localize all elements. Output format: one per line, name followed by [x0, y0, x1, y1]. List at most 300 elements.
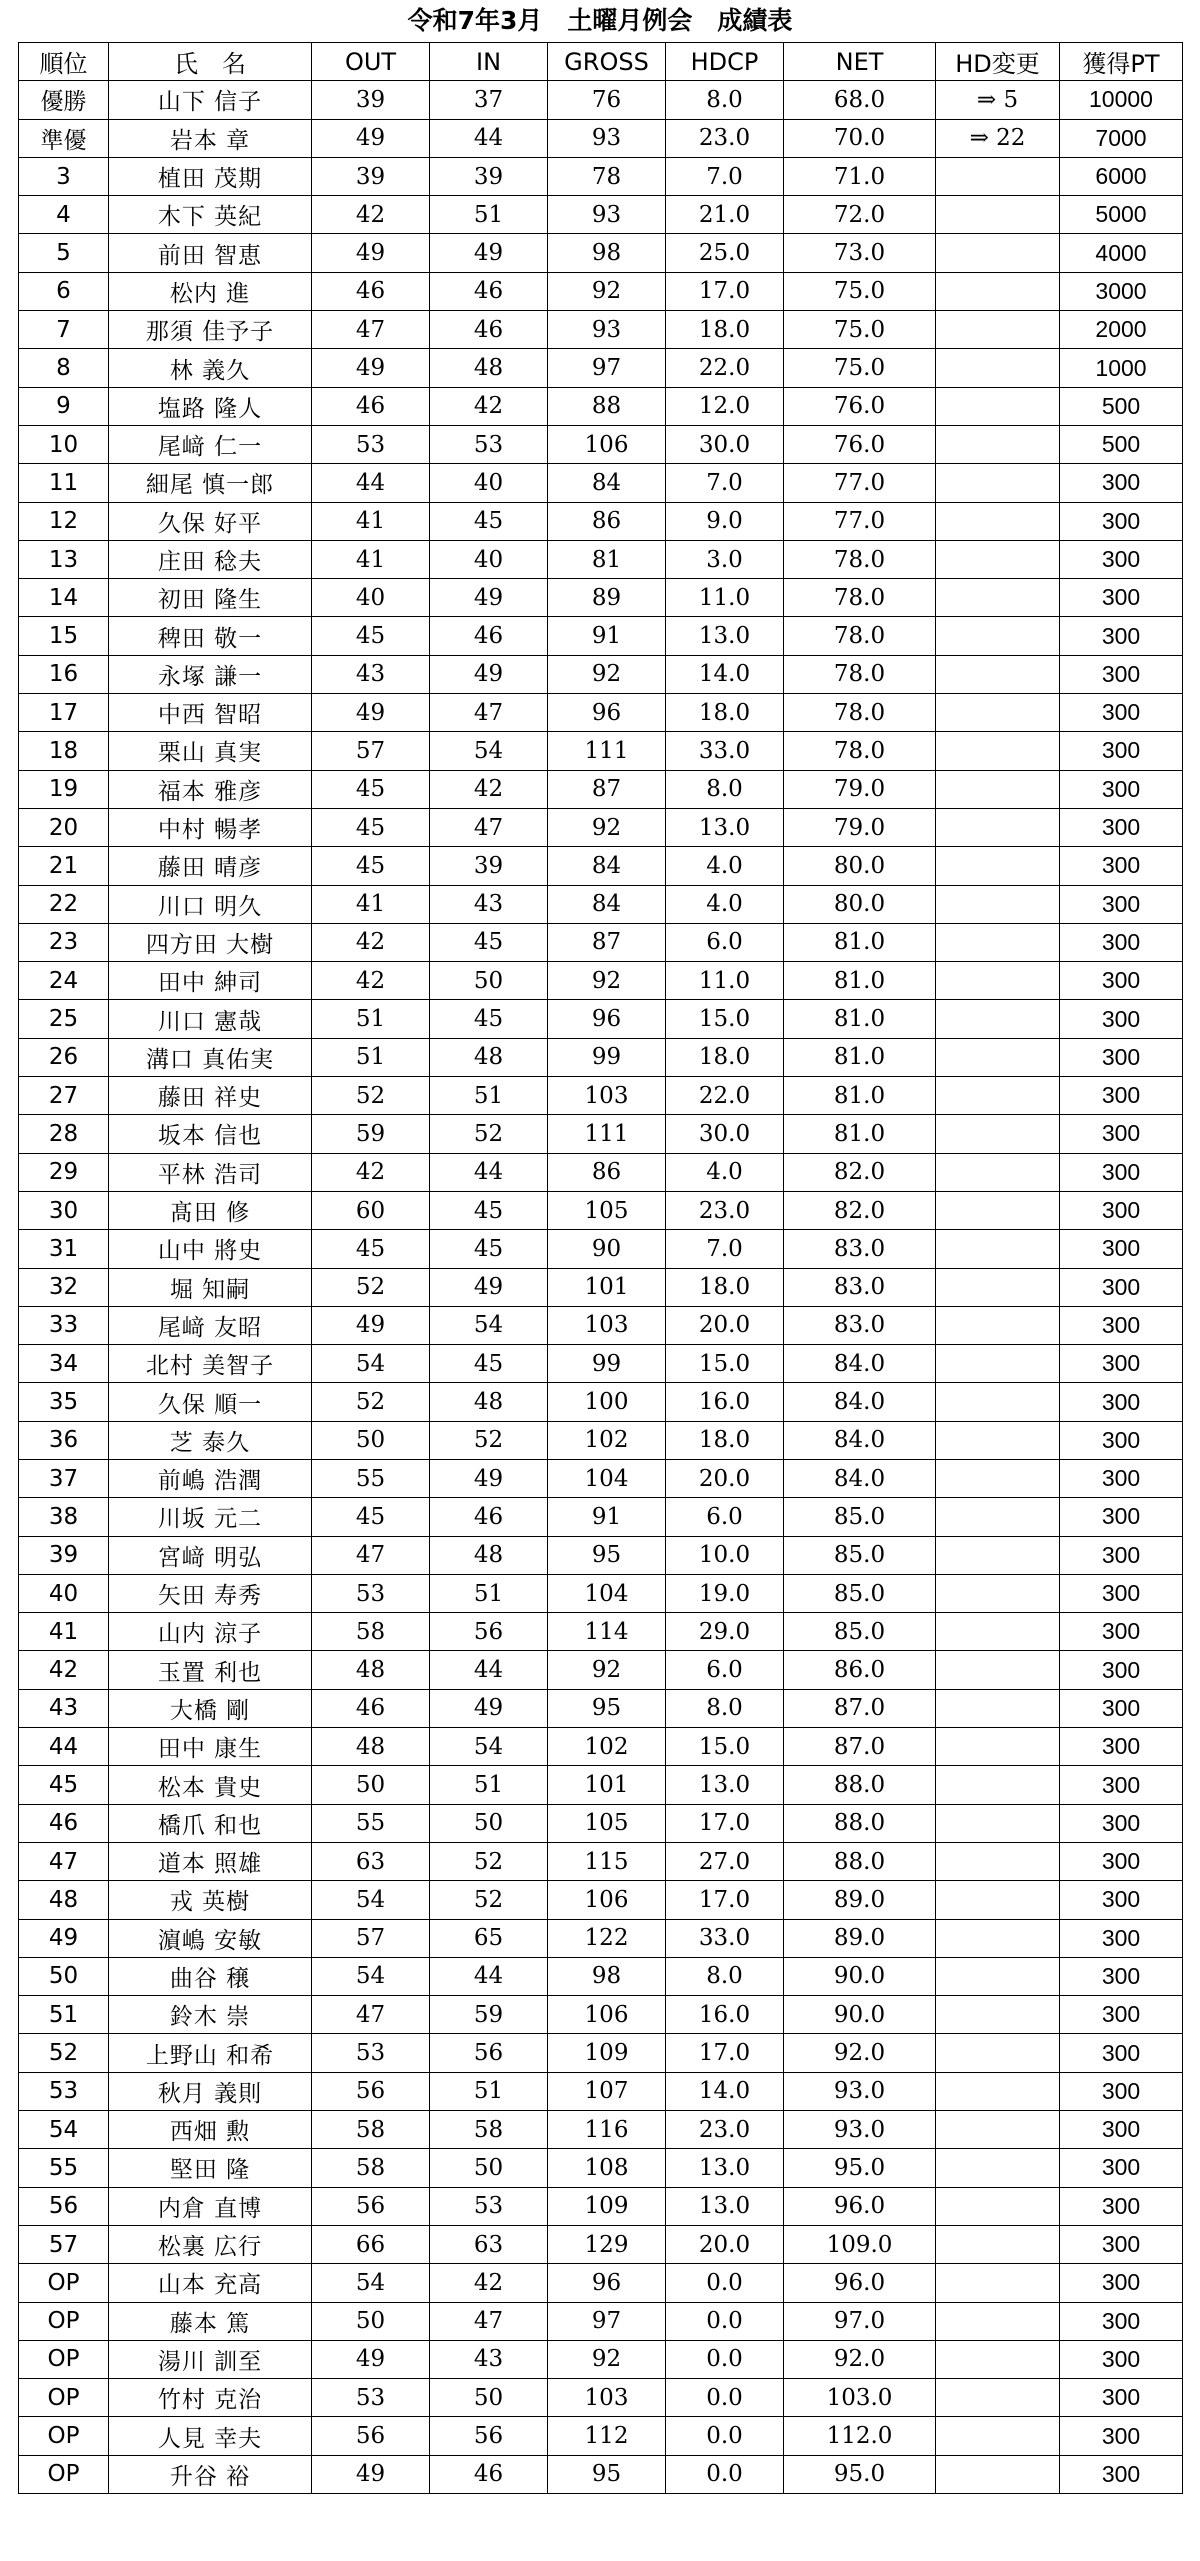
hdcp-cell: 6.0: [666, 1498, 784, 1536]
gross-cell: 115: [548, 1842, 666, 1880]
points-cell: 300: [1060, 2264, 1183, 2302]
name-cell: 堅田 隆: [109, 2149, 312, 2187]
gross-cell: 106: [548, 1881, 666, 1919]
out-cell: 48: [312, 1651, 430, 1689]
hd-change-cell: [936, 2417, 1060, 2455]
rank-cell: 27: [19, 1077, 109, 1115]
hdcp-cell: 30.0: [666, 1115, 784, 1153]
rank-cell: 29: [19, 1153, 109, 1191]
in-cell: 50: [430, 2149, 548, 2187]
points-cell: 500: [1060, 425, 1183, 463]
hdcp-cell: 17.0: [666, 272, 784, 310]
rank-cell: 28: [19, 1115, 109, 1153]
hd-change-cell: [936, 2034, 1060, 2072]
in-cell: 39: [430, 157, 548, 195]
hdcp-cell: 17.0: [666, 1881, 784, 1919]
net-cell: 84.0: [784, 1421, 936, 1459]
hd-change-cell: [936, 1383, 1060, 1421]
hdcp-cell: 18.0: [666, 311, 784, 349]
hd-change-cell: [936, 732, 1060, 770]
points-cell: 300: [1060, 732, 1183, 770]
table-row: [19, 502, 1183, 540]
hdcp-cell: 15.0: [666, 1728, 784, 1766]
rank-cell: 25: [19, 1000, 109, 1038]
hdcp-cell: 23.0: [666, 1191, 784, 1229]
points-cell: 300: [1060, 655, 1183, 693]
points-cell: 300: [1060, 1230, 1183, 1268]
hdcp-cell: 16.0: [666, 1383, 784, 1421]
hd-change-cell: [936, 2072, 1060, 2110]
points-cell: 300: [1060, 1038, 1183, 1076]
out-cell: 39: [312, 157, 430, 195]
net-cell: 89.0: [784, 1919, 936, 1957]
table-row: [19, 1536, 1183, 1574]
net-cell: 79.0: [784, 808, 936, 846]
out-cell: 40: [312, 579, 430, 617]
in-cell: 45: [430, 1000, 548, 1038]
table-row: [19, 2225, 1183, 2263]
gross-cell: 91: [548, 617, 666, 655]
name-cell: 久保 順一: [109, 1383, 312, 1421]
name-cell: 岩本 章: [109, 119, 312, 157]
points-cell: 300: [1060, 1000, 1183, 1038]
out-cell: 54: [312, 1957, 430, 1995]
points-cell: 5000: [1060, 196, 1183, 234]
net-cell: 85.0: [784, 1498, 936, 1536]
gross-cell: 103: [548, 1306, 666, 1344]
gross-cell: 81: [548, 540, 666, 578]
hd-change-cell: [936, 1459, 1060, 1497]
in-cell: 52: [430, 1881, 548, 1919]
gross-cell: 104: [548, 1459, 666, 1497]
hdcp-cell: 8.0: [666, 770, 784, 808]
hdcp-cell: 9.0: [666, 502, 784, 540]
in-cell: 43: [430, 885, 548, 923]
net-cell: 73.0: [784, 234, 936, 272]
in-cell: 54: [430, 1728, 548, 1766]
gross-cell: 84: [548, 464, 666, 502]
table-row: [19, 425, 1183, 463]
out-cell: 51: [312, 1000, 430, 1038]
name-cell: 上野山 和希: [109, 2034, 312, 2072]
hd-change-cell: ⇒ 22: [936, 119, 1060, 157]
in-cell: 40: [430, 540, 548, 578]
gross-cell: 93: [548, 119, 666, 157]
col-header-out: OUT: [312, 43, 430, 81]
out-cell: 48: [312, 1728, 430, 1766]
name-cell: 松内 進: [109, 272, 312, 310]
hdcp-cell: 0.0: [666, 2417, 784, 2455]
name-cell: 松裏 広行: [109, 2225, 312, 2263]
out-cell: 45: [312, 617, 430, 655]
name-cell: 宮﨑 明弘: [109, 1536, 312, 1574]
col-header-name: 氏 名: [109, 43, 312, 81]
out-cell: 52: [312, 1268, 430, 1306]
rank-cell: 17: [19, 694, 109, 732]
hdcp-cell: 16.0: [666, 1996, 784, 2034]
name-cell: 四方田 大樹: [109, 923, 312, 961]
net-cell: 76.0: [784, 387, 936, 425]
net-cell: 87.0: [784, 1689, 936, 1727]
hdcp-cell: 14.0: [666, 655, 784, 693]
net-cell: 79.0: [784, 770, 936, 808]
out-cell: 53: [312, 425, 430, 463]
net-cell: 93.0: [784, 2072, 936, 2110]
out-cell: 43: [312, 655, 430, 693]
table-row: [19, 1651, 1183, 1689]
hd-change-cell: [936, 1919, 1060, 1957]
col-header-rank: 順位: [19, 43, 109, 81]
out-cell: 66: [312, 2225, 430, 2263]
name-cell: 永塚 謙一: [109, 655, 312, 693]
in-cell: 48: [430, 1383, 548, 1421]
hd-change-cell: [936, 579, 1060, 617]
gross-cell: 97: [548, 349, 666, 387]
points-cell: 300: [1060, 885, 1183, 923]
net-cell: 78.0: [784, 579, 936, 617]
name-cell: 升谷 裕: [109, 2455, 312, 2493]
name-cell: 那須 佳予子: [109, 311, 312, 349]
rank-cell: 48: [19, 1881, 109, 1919]
rank-cell: 15: [19, 617, 109, 655]
rank-cell: OP: [19, 2417, 109, 2455]
in-cell: 50: [430, 962, 548, 1000]
name-cell: 山内 涼子: [109, 1613, 312, 1651]
hd-change-cell: [936, 349, 1060, 387]
rank-cell: OP: [19, 2264, 109, 2302]
table-row: [19, 2455, 1183, 2493]
hdcp-cell: 8.0: [666, 1689, 784, 1727]
rank-cell: 52: [19, 2034, 109, 2072]
rank-cell: 53: [19, 2072, 109, 2110]
table-row: [19, 1115, 1183, 1153]
hdcp-cell: 23.0: [666, 119, 784, 157]
name-cell: 道本 照雄: [109, 1842, 312, 1880]
out-cell: 49: [312, 234, 430, 272]
out-cell: 42: [312, 1153, 430, 1191]
net-cell: 78.0: [784, 540, 936, 578]
gross-cell: 112: [548, 2417, 666, 2455]
points-cell: 10000: [1060, 81, 1183, 119]
net-cell: 90.0: [784, 1957, 936, 1995]
rank-cell: 51: [19, 1996, 109, 2034]
points-cell: 300: [1060, 1728, 1183, 1766]
table-row: [19, 1459, 1183, 1497]
name-cell: 川坂 元二: [109, 1498, 312, 1536]
net-cell: 87.0: [784, 1728, 936, 1766]
hdcp-cell: 25.0: [666, 234, 784, 272]
rank-cell: 8: [19, 349, 109, 387]
table-row: [19, 1268, 1183, 1306]
net-cell: 96.0: [784, 2187, 936, 2225]
out-cell: 44: [312, 464, 430, 502]
name-cell: 竹村 克治: [109, 2379, 312, 2417]
rank-cell: 11: [19, 464, 109, 502]
points-cell: 300: [1060, 1498, 1183, 1536]
hd-change-cell: [936, 2379, 1060, 2417]
table-row: [19, 2149, 1183, 2187]
gross-cell: 106: [548, 425, 666, 463]
hd-change-cell: [936, 923, 1060, 961]
points-cell: 500: [1060, 387, 1183, 425]
name-cell: 久保 好平: [109, 502, 312, 540]
in-cell: 49: [430, 1459, 548, 1497]
gross-cell: 99: [548, 1345, 666, 1383]
hdcp-cell: 11.0: [666, 962, 784, 1000]
points-cell: 300: [1060, 1651, 1183, 1689]
net-cell: 81.0: [784, 1077, 936, 1115]
table-row: [19, 885, 1183, 923]
rank-cell: 22: [19, 885, 109, 923]
hdcp-cell: 0.0: [666, 2455, 784, 2493]
rank-cell: 56: [19, 2187, 109, 2225]
in-cell: 52: [430, 1421, 548, 1459]
rank-cell: 10: [19, 425, 109, 463]
net-cell: 83.0: [784, 1306, 936, 1344]
in-cell: 39: [430, 847, 548, 885]
hdcp-cell: 6.0: [666, 1651, 784, 1689]
table-row: [19, 2187, 1183, 2225]
out-cell: 56: [312, 2187, 430, 2225]
name-cell: 田中 康生: [109, 1728, 312, 1766]
hdcp-cell: 23.0: [666, 2111, 784, 2149]
hd-change-cell: [936, 464, 1060, 502]
gross-cell: 92: [548, 962, 666, 1000]
in-cell: 49: [430, 1268, 548, 1306]
table-row: [19, 311, 1183, 349]
table-row: [19, 387, 1183, 425]
name-cell: 尾﨑 友昭: [109, 1306, 312, 1344]
hd-change-cell: [936, 1536, 1060, 1574]
in-cell: 45: [430, 1345, 548, 1383]
hd-change-cell: [936, 1996, 1060, 2034]
hdcp-cell: 20.0: [666, 1459, 784, 1497]
hd-change-cell: [936, 1077, 1060, 1115]
table-row: [19, 1153, 1183, 1191]
gross-cell: 99: [548, 1038, 666, 1076]
out-cell: 58: [312, 1613, 430, 1651]
gross-cell: 93: [548, 196, 666, 234]
name-cell: 藤田 祥史: [109, 1077, 312, 1115]
gross-cell: 104: [548, 1574, 666, 1612]
name-cell: 前嶋 浩潤: [109, 1459, 312, 1497]
hd-change-cell: [936, 1153, 1060, 1191]
net-cell: 90.0: [784, 1996, 936, 2034]
rank-cell: 45: [19, 1766, 109, 1804]
hdcp-cell: 0.0: [666, 2379, 784, 2417]
points-cell: 300: [1060, 1115, 1183, 1153]
net-cell: 89.0: [784, 1881, 936, 1919]
out-cell: 47: [312, 1996, 430, 2034]
gross-cell: 116: [548, 2111, 666, 2149]
table-row: [19, 1804, 1183, 1842]
name-cell: 大橋 剛: [109, 1689, 312, 1727]
net-cell: 77.0: [784, 502, 936, 540]
name-cell: 坂本 信也: [109, 1115, 312, 1153]
in-cell: 40: [430, 464, 548, 502]
name-cell: 橋爪 和也: [109, 1804, 312, 1842]
in-cell: 49: [430, 1689, 548, 1727]
gross-cell: 100: [548, 1383, 666, 1421]
table-row: [19, 196, 1183, 234]
points-cell: 3000: [1060, 272, 1183, 310]
points-cell: 300: [1060, 502, 1183, 540]
in-cell: 45: [430, 1191, 548, 1229]
rank-cell: 38: [19, 1498, 109, 1536]
name-cell: 人見 幸夫: [109, 2417, 312, 2455]
points-cell: 300: [1060, 1077, 1183, 1115]
hd-change-cell: [936, 1268, 1060, 1306]
name-cell: 前田 智恵: [109, 234, 312, 272]
hdcp-cell: 29.0: [666, 1613, 784, 1651]
in-cell: 52: [430, 1842, 548, 1880]
points-cell: 300: [1060, 962, 1183, 1000]
table-row: [19, 617, 1183, 655]
hdcp-cell: 7.0: [666, 1230, 784, 1268]
hdcp-cell: 3.0: [666, 540, 784, 578]
in-cell: 51: [430, 2072, 548, 2110]
hdcp-cell: 4.0: [666, 1153, 784, 1191]
net-cell: 83.0: [784, 1230, 936, 1268]
gross-cell: 101: [548, 1268, 666, 1306]
hdcp-cell: 19.0: [666, 1574, 784, 1612]
gross-cell: 103: [548, 2379, 666, 2417]
net-cell: 77.0: [784, 464, 936, 502]
in-cell: 49: [430, 579, 548, 617]
points-cell: 300: [1060, 1306, 1183, 1344]
name-cell: 堀 知嗣: [109, 1268, 312, 1306]
hd-change-cell: [936, 272, 1060, 310]
out-cell: 55: [312, 1459, 430, 1497]
rank-cell: 14: [19, 579, 109, 617]
hd-change-cell: [936, 502, 1060, 540]
hd-change-cell: [936, 2111, 1060, 2149]
gross-cell: 96: [548, 2264, 666, 2302]
out-cell: 53: [312, 2034, 430, 2072]
rank-cell: 55: [19, 2149, 109, 2187]
table-row: [19, 1919, 1183, 1957]
out-cell: 60: [312, 1191, 430, 1229]
in-cell: 45: [430, 502, 548, 540]
points-cell: 300: [1060, 1421, 1183, 1459]
points-cell: 6000: [1060, 157, 1183, 195]
gross-cell: 92: [548, 1651, 666, 1689]
in-cell: 54: [430, 732, 548, 770]
table-row: [19, 694, 1183, 732]
out-cell: 52: [312, 1077, 430, 1115]
points-cell: 300: [1060, 2455, 1183, 2493]
points-cell: 300: [1060, 1842, 1183, 1880]
points-cell: 4000: [1060, 234, 1183, 272]
hd-change-cell: [936, 1574, 1060, 1612]
hd-change-cell: [936, 1421, 1060, 1459]
hd-change-cell: [936, 885, 1060, 923]
rank-cell: 3: [19, 157, 109, 195]
hdcp-cell: 20.0: [666, 2225, 784, 2263]
points-cell: 300: [1060, 847, 1183, 885]
name-cell: 矢田 寿秀: [109, 1574, 312, 1612]
name-cell: 中西 智昭: [109, 694, 312, 732]
out-cell: 54: [312, 1881, 430, 1919]
gross-cell: 87: [548, 923, 666, 961]
net-cell: 78.0: [784, 694, 936, 732]
gross-cell: 95: [548, 2455, 666, 2493]
in-cell: 48: [430, 1536, 548, 1574]
name-cell: 藤本 篤: [109, 2302, 312, 2340]
in-cell: 46: [430, 617, 548, 655]
table-row: [19, 1230, 1183, 1268]
rank-cell: 37: [19, 1459, 109, 1497]
table-row: [19, 2417, 1183, 2455]
in-cell: 49: [430, 655, 548, 693]
out-cell: 41: [312, 540, 430, 578]
out-cell: 45: [312, 1230, 430, 1268]
gross-cell: 96: [548, 1000, 666, 1038]
hdcp-cell: 8.0: [666, 1957, 784, 1995]
out-cell: 49: [312, 2455, 430, 2493]
hd-change-cell: [936, 2455, 1060, 2493]
table-row: [19, 808, 1183, 846]
name-cell: 内倉 直博: [109, 2187, 312, 2225]
rank-cell: 21: [19, 847, 109, 885]
out-cell: 46: [312, 387, 430, 425]
rank-cell: 準優: [19, 119, 109, 157]
out-cell: 41: [312, 502, 430, 540]
hdcp-cell: 30.0: [666, 425, 784, 463]
out-cell: 51: [312, 1038, 430, 1076]
rank-cell: 35: [19, 1383, 109, 1421]
out-cell: 49: [312, 1306, 430, 1344]
hd-change-cell: [936, 1842, 1060, 1880]
name-cell: 栗山 真実: [109, 732, 312, 770]
name-cell: 濵嶋 安敏: [109, 1919, 312, 1957]
net-cell: 92.0: [784, 2034, 936, 2072]
net-cell: 103.0: [784, 2379, 936, 2417]
net-cell: 81.0: [784, 962, 936, 1000]
in-cell: 37: [430, 81, 548, 119]
gross-cell: 91: [548, 1498, 666, 1536]
hd-change-cell: [936, 770, 1060, 808]
points-cell: 300: [1060, 2187, 1183, 2225]
col-header-points: 獲得PT: [1060, 43, 1183, 81]
name-cell: 松本 貴史: [109, 1766, 312, 1804]
hd-change-cell: [936, 2225, 1060, 2263]
points-cell: 300: [1060, 1459, 1183, 1497]
table-row: [19, 2379, 1183, 2417]
out-cell: 49: [312, 119, 430, 157]
table-row: [19, 1306, 1183, 1344]
hdcp-cell: 6.0: [666, 923, 784, 961]
in-cell: 52: [430, 1115, 548, 1153]
out-cell: 42: [312, 962, 430, 1000]
table-row: [19, 234, 1183, 272]
hd-change-cell: [936, 1613, 1060, 1651]
out-cell: 53: [312, 1574, 430, 1612]
results-table: [18, 42, 1183, 2494]
table-row: [19, 2034, 1183, 2072]
hdcp-cell: 17.0: [666, 1804, 784, 1842]
table-row: [19, 655, 1183, 693]
in-cell: 56: [430, 1613, 548, 1651]
table-row: [19, 1191, 1183, 1229]
name-cell: 秋月 義則: [109, 2072, 312, 2110]
net-cell: 81.0: [784, 1038, 936, 1076]
name-cell: 山下 信子: [109, 81, 312, 119]
gross-cell: 84: [548, 885, 666, 923]
out-cell: 54: [312, 1345, 430, 1383]
hdcp-cell: 22.0: [666, 349, 784, 387]
hd-change-cell: [936, 2302, 1060, 2340]
